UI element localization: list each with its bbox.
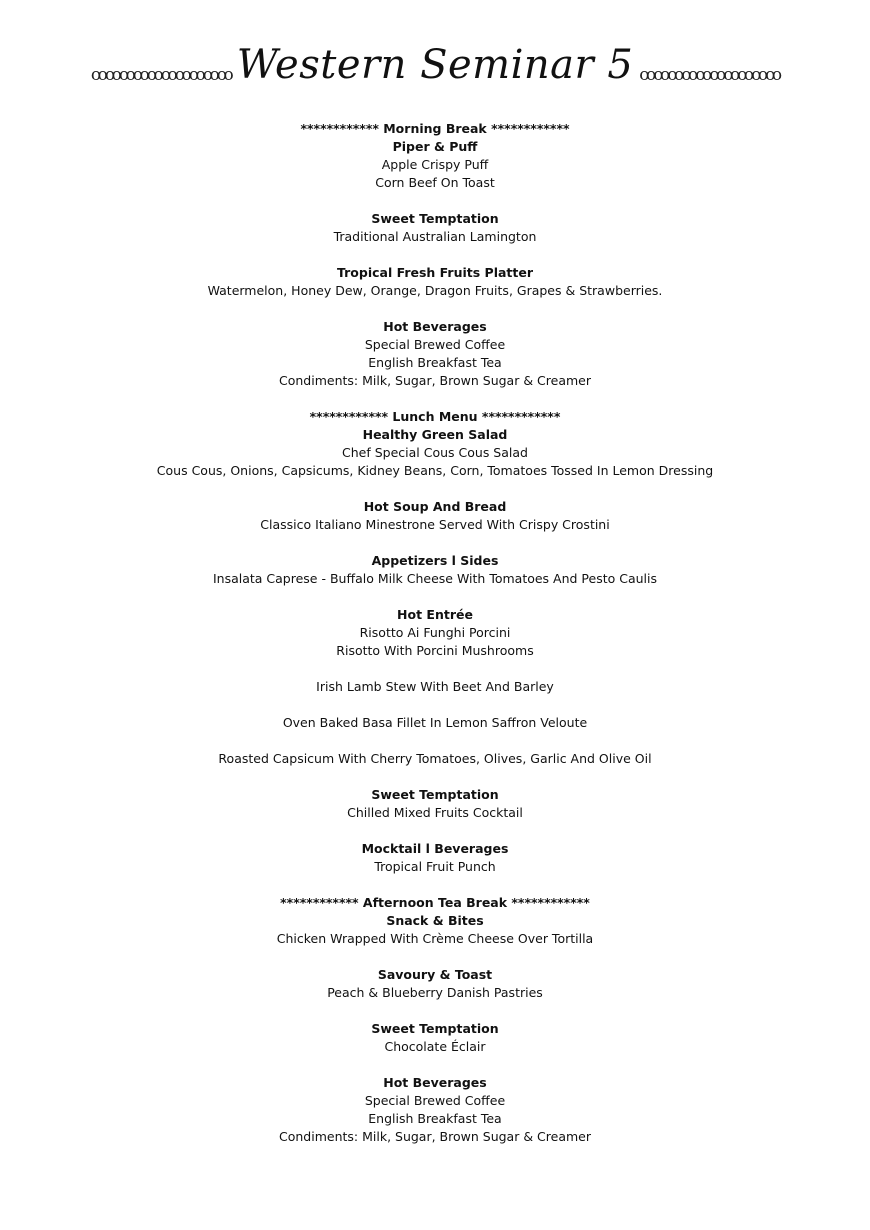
menu-item: Cous Cous, Onions, Capsicums, Kidney Beans, Corn, Tomatoes Tossed In Lemon Dressing: [156, 463, 714, 478]
lunch-menu-header: ************ Lunch Menu ************: [309, 409, 561, 424]
menu-item: Insalata Caprese - Buffalo Milk Cheese With Tomatoes And Pesto Caulis: [212, 571, 658, 586]
page-title: Western Seminar 5: [236, 42, 634, 88]
menu-item: Apple Crispy Puff: [381, 157, 489, 172]
section-title: Piper & Puff: [392, 139, 478, 154]
menu-item: Chilled Mixed Fruits Cocktail: [347, 805, 523, 820]
menu-item: Risotto With Porcini Mushrooms: [336, 643, 534, 658]
section-title: Hot Beverages: [383, 1075, 487, 1090]
menu-item: Condiments: Milk, Sugar, Brown Sugar & Creamer: [279, 1129, 591, 1144]
morning-break-header: ************ Morning Break ************: [300, 121, 570, 136]
menu-item: Condiments: Milk, Sugar, Brown Sugar & Creamer: [279, 373, 591, 388]
section-title: Snack & Bites: [386, 913, 484, 928]
menu-item: Chocolate Éclair: [384, 1039, 486, 1054]
flourish-right: ꝏꝏꝏꝏꝏꝏꝏꝏꝏꝏ: [639, 65, 780, 85]
menu-item: Chicken Wrapped With Crème Cheese Over Tortilla: [276, 931, 594, 946]
section-title: Sweet Temptation: [371, 787, 499, 802]
menu-item: Tropical Fruit Punch: [374, 859, 496, 874]
title-row: [0, 42, 870, 102]
menu-item: Classico Italiano Minestrone Served With Crispy Crostini: [260, 517, 610, 532]
title-group: [91, 42, 779, 88]
section-title: Appetizers l Sides: [371, 553, 499, 568]
menu-item: English Breakfast Tea: [368, 355, 502, 370]
afternoon-tea-header: ************ Afternoon Tea Break ************: [280, 895, 590, 910]
menu-item: Peach & Blueberry Danish Pastries: [327, 985, 543, 1000]
section-title: Hot Entrée: [397, 607, 473, 622]
menu-item: Irish Lamb Stew With Beet And Barley: [316, 679, 554, 694]
menu-body: [0, 120, 870, 1146]
menu-item: Oven Baked Basa Fillet In Lemon Saffron Veloute: [282, 715, 588, 730]
menu-item: Chef Special Cous Cous Salad: [342, 445, 528, 460]
menu-item: Risotto Ai Funghi Porcini: [359, 625, 511, 640]
section-title: Mocktail l Beverages: [361, 841, 509, 856]
flourish-left: ꝏꝏꝏꝏꝏꝏꝏꝏꝏꝏ: [90, 65, 231, 85]
menu-item: Roasted Capsicum With Cherry Tomatoes, Olives, Garlic And Olive Oil: [218, 751, 652, 766]
menu-item: Traditional Australian Lamington: [333, 229, 537, 244]
section-title: Tropical Fresh Fruits Platter: [336, 265, 534, 280]
menu-item: Watermelon, Honey Dew, Orange, Dragon Fruits, Grapes & Strawberries.: [207, 283, 663, 298]
section-title: Savoury & Toast: [377, 967, 493, 982]
section-title: Sweet Temptation: [371, 211, 499, 226]
section-title: Hot Beverages: [383, 319, 487, 334]
menu-item: English Breakfast Tea: [368, 1111, 502, 1126]
menu-item: Special Brewed Coffee: [364, 1093, 506, 1108]
section-title: Hot Soup And Bread: [363, 499, 507, 514]
section-title: Healthy Green Salad: [362, 427, 508, 442]
menu-item: Special Brewed Coffee: [364, 337, 506, 352]
section-title: Sweet Temptation: [371, 1021, 499, 1036]
menu-item: Corn Beef On Toast: [375, 175, 495, 190]
